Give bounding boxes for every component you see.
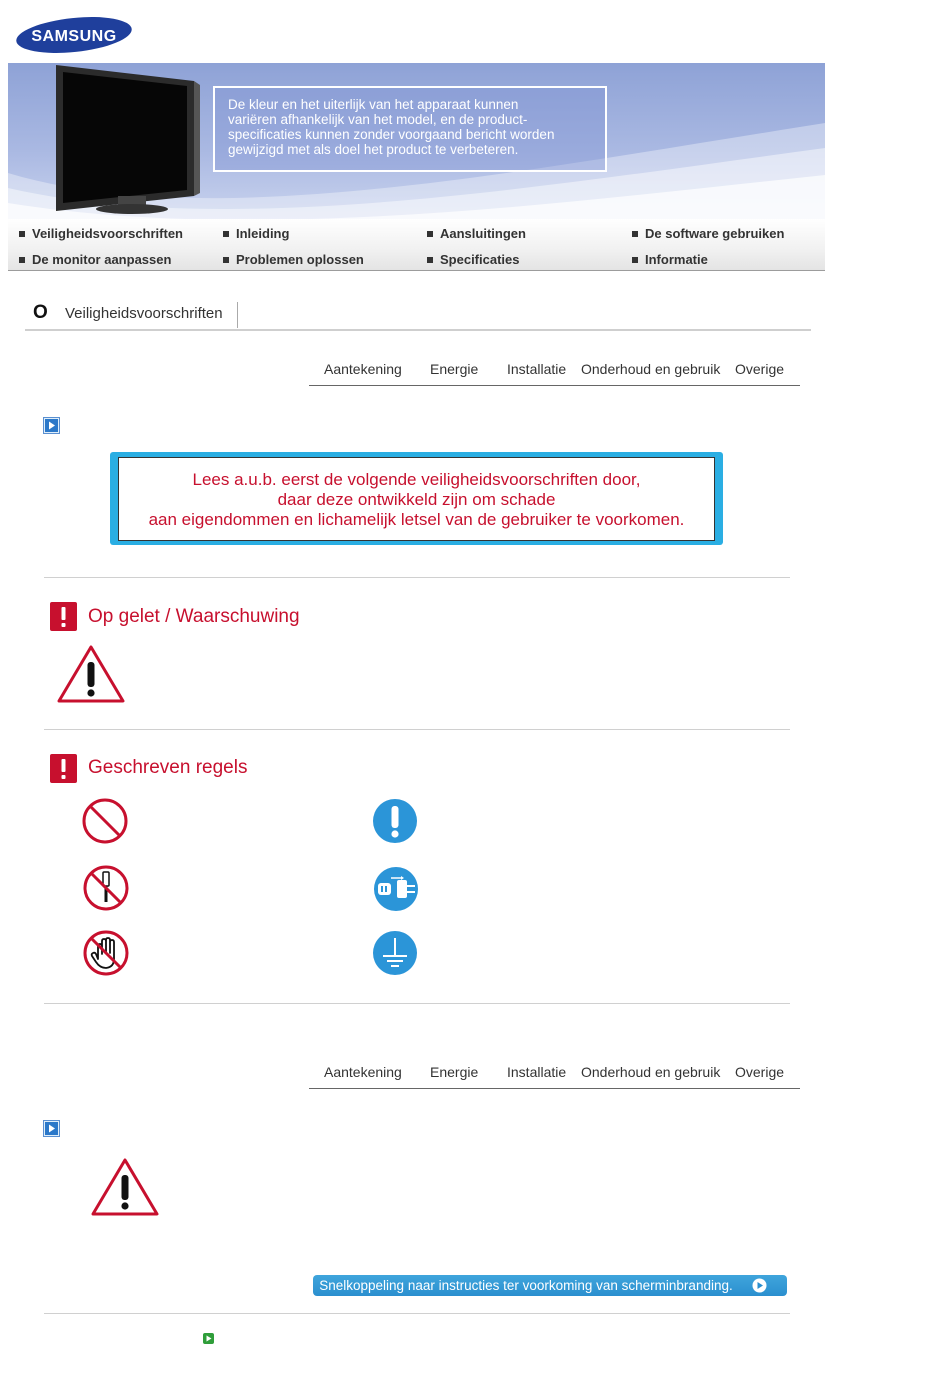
- play-circle-icon: [752, 1278, 767, 1293]
- do-not-touch-icon: [82, 929, 130, 977]
- intro-line: daar deze ontwikkeld zijn om schade: [277, 490, 556, 509]
- intro-line: Lees a.u.b. eerst de volgende veiligheidsvoorschriften door,: [192, 470, 641, 489]
- banner: [8, 63, 825, 219]
- tab-onderhoud[interactable]: Onderhoud en gebruik: [581, 361, 721, 377]
- bullet-icon: [19, 231, 25, 237]
- warning-triangle-icon: [91, 1157, 159, 1217]
- nav-item-label: Inleiding: [236, 226, 290, 241]
- bullet-icon: [632, 231, 638, 237]
- exclamation-badge-icon: [50, 754, 77, 783]
- play-arrow-icon[interactable]: [43, 1120, 60, 1137]
- logo-text: SAMSUNG: [31, 28, 117, 45]
- divider: [44, 729, 790, 730]
- section-tabs-bottom: [309, 1055, 800, 1089]
- nav-item-label: Informatie: [645, 252, 708, 267]
- heading-bullet: O: [33, 302, 48, 323]
- tab-onderhoud[interactable]: Onderhoud en gebruik: [581, 1064, 721, 1080]
- tab-overige[interactable]: Overige: [735, 1064, 785, 1080]
- bullet-icon: [427, 231, 433, 237]
- banner-notice: [213, 86, 607, 172]
- nav-item-label: De software gebruiken: [645, 226, 785, 241]
- divider: [44, 1313, 790, 1314]
- nav-item-label: Specificaties: [440, 252, 520, 267]
- section-tabs-top: [309, 352, 800, 386]
- banner-notice-line: specificaties kunnen zonder voorgaand bericht worden: [228, 127, 555, 142]
- screen-burn-in-link-button[interactable]: [313, 1275, 787, 1296]
- nav-item-label: Veiligheidsvoorschriften: [32, 226, 183, 241]
- heading-underline: [25, 329, 811, 331]
- bullet-icon: [427, 257, 433, 263]
- tab-installatie[interactable]: Installatie: [507, 361, 567, 377]
- tab-aantekening[interactable]: Aantekening: [324, 1064, 402, 1080]
- intro-text: [118, 457, 715, 541]
- next-arrow-icon[interactable]: [203, 1333, 214, 1344]
- exclamation-badge-icon: [50, 602, 77, 631]
- bullet-icon: [632, 257, 638, 263]
- intro-line: aan eigendommen en lichamelijk letsel van de gebruiker te voorkomen.: [148, 510, 685, 529]
- bullet-icon: [19, 257, 25, 263]
- tab-overige[interactable]: Overige: [735, 361, 785, 377]
- nav-item-label: Aansluitingen: [440, 226, 526, 241]
- prohibited-icon: [81, 797, 129, 845]
- tab-energie[interactable]: Energie: [430, 1064, 479, 1080]
- do-not-disassemble-icon: [82, 864, 130, 912]
- ground-icon: [372, 930, 418, 976]
- bullet-icon: [223, 257, 229, 263]
- banner-notice-line: variëren afhankelijk van het model, en de product-: [228, 112, 528, 127]
- divider: [44, 1003, 790, 1004]
- banner-notice-line: De kleur en het uiterlijk van het apparaat kunnen: [228, 97, 519, 112]
- rules-section-title: Geschreven regels: [88, 757, 248, 778]
- unplug-icon: [373, 866, 419, 912]
- tab-installatie[interactable]: Installatie: [507, 1064, 567, 1080]
- warning-section-title: Op gelet / Waarschuwing: [88, 606, 300, 627]
- mandatory-icon: [372, 798, 418, 844]
- warning-triangle-icon: [57, 644, 125, 704]
- screen-burn-in-link-label: Snelkoppeling naar instructies ter voorkoming van scherminbranding.: [319, 1278, 733, 1293]
- page-heading: [25, 298, 811, 334]
- samsung-logo: [15, 16, 133, 54]
- intro-callout: [110, 452, 723, 545]
- play-arrow-icon[interactable]: [43, 417, 60, 434]
- nav-item-label: Problemen oplossen: [236, 252, 364, 267]
- nav-item-label: De monitor aanpassen: [32, 252, 172, 267]
- banner-notice-line: gewijzigd met als doel het product te verbeteren.: [228, 142, 519, 157]
- heading-divider: [237, 302, 238, 328]
- page-title: Veiligheidsvoorschriften: [65, 305, 223, 322]
- tab-aantekening[interactable]: Aantekening: [324, 361, 402, 377]
- tab-energie[interactable]: Energie: [430, 361, 479, 377]
- bullet-icon: [223, 231, 229, 237]
- monitor-image: [56, 65, 200, 214]
- divider: [44, 577, 790, 578]
- main-nav: [8, 219, 825, 271]
